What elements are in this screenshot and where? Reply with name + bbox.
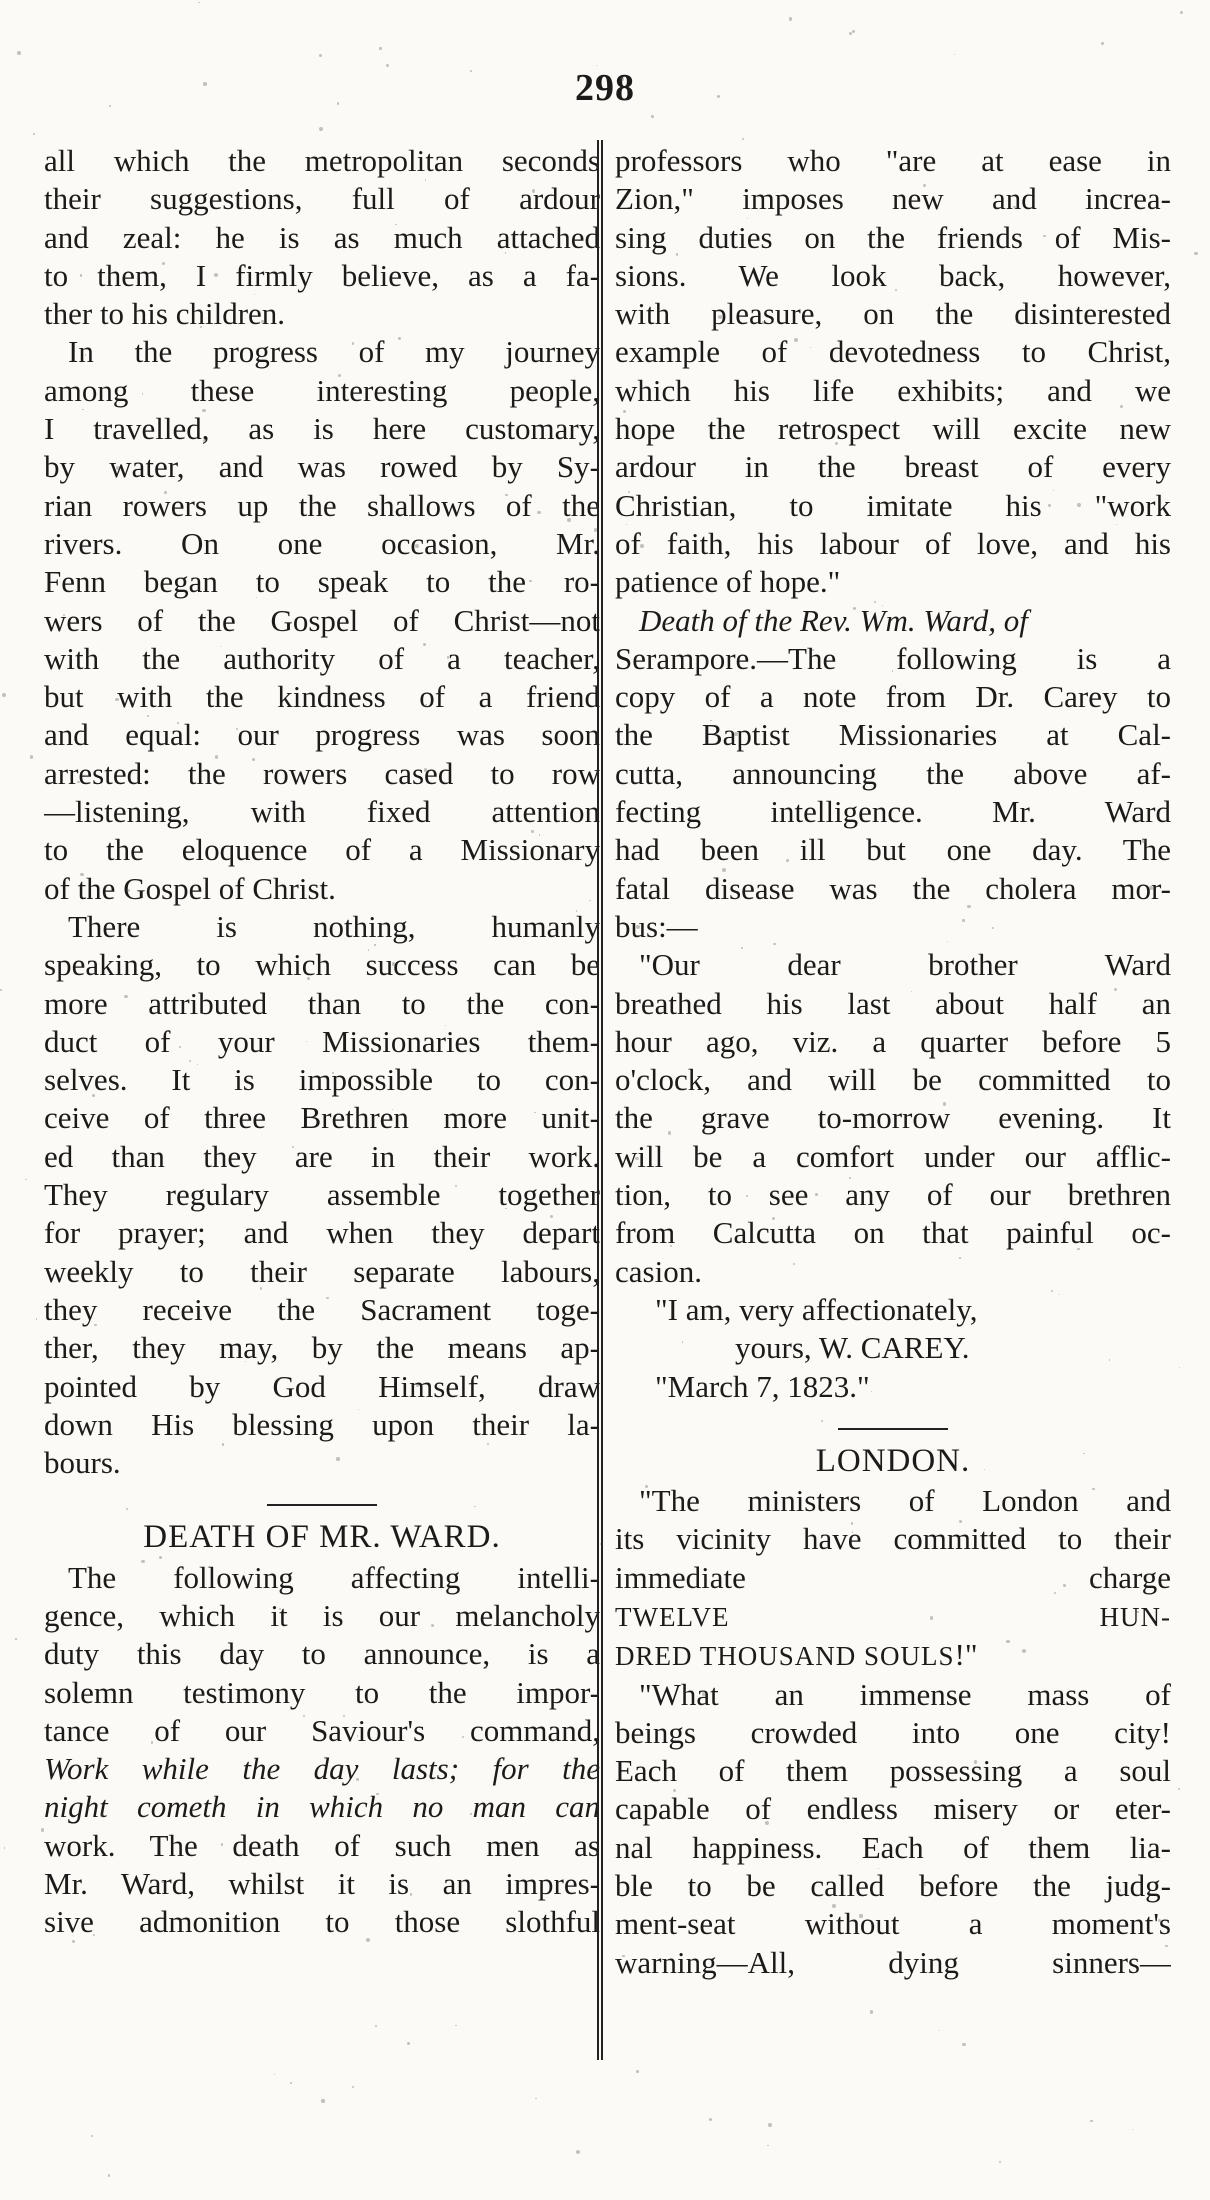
paper-speck bbox=[431, 1624, 434, 1627]
paper-speck bbox=[30, 755, 33, 758]
section-heading-death-of-mr-ward: DEATH OF MR. WARD. bbox=[143, 1519, 501, 1556]
paper-speck bbox=[336, 1457, 339, 1460]
paper-speck bbox=[954, 54, 955, 55]
paper-speck bbox=[94, 1324, 97, 1327]
text-line: all which the metropolitan seconds bbox=[44, 143, 600, 178]
paper-speck bbox=[531, 830, 533, 832]
paragraph bbox=[44, 142, 600, 333]
paper-speck bbox=[620, 77, 624, 81]
text-line: They regulary assemble together bbox=[44, 1177, 600, 1213]
text-line: beings crowded into one city! bbox=[615, 1714, 1171, 1750]
paper-speck bbox=[645, 1485, 647, 1487]
text-line: nal happiness. Each of them lia- bbox=[615, 1829, 1171, 1865]
text-line: ment-seat without a moment's bbox=[615, 1906, 1171, 1942]
paper-speck bbox=[151, 1741, 153, 1743]
text-line: to them, I firmly believe, as a fa- bbox=[44, 257, 600, 293]
text-line: ther to his children. bbox=[44, 296, 286, 332]
paper-speck bbox=[147, 715, 149, 717]
column-divider bbox=[597, 140, 603, 2060]
paper-speck bbox=[505, 494, 507, 496]
paper-speck bbox=[319, 127, 323, 131]
paper-speck bbox=[852, 30, 855, 33]
paper-speck bbox=[424, 768, 427, 771]
text-line: ardour in the breast of every bbox=[615, 449, 1171, 485]
paper-speck bbox=[939, 2030, 940, 2031]
paper-speck bbox=[1178, 1788, 1180, 1790]
paper-speck bbox=[535, 2098, 536, 2099]
text-line: to the eloquence of a Missionary bbox=[44, 832, 600, 868]
paper-speck bbox=[1180, 11, 1183, 14]
paper-speck bbox=[709, 2118, 712, 2121]
text-line: work. The death of such men as bbox=[44, 1827, 600, 1863]
paper-speck bbox=[924, 1884, 926, 1886]
paper-speck bbox=[352, 2086, 354, 2088]
paper-speck bbox=[319, 54, 323, 58]
paper-speck bbox=[741, 947, 743, 949]
london-paragraph-1 bbox=[615, 1482, 1171, 1597]
paper-speck bbox=[252, 758, 255, 761]
paper-speck bbox=[261, 320, 265, 324]
paper-speck bbox=[415, 544, 419, 548]
text-line: rivers. On one occasion, Mr. bbox=[44, 525, 600, 561]
london-paragraph-2 bbox=[615, 1676, 1171, 1982]
text-line: —listening, with fixed attention bbox=[44, 794, 600, 830]
paper-speck bbox=[445, 1025, 446, 1026]
paper-speck bbox=[768, 2123, 772, 2127]
paper-speck bbox=[851, 1522, 854, 1525]
paper-speck bbox=[108, 2174, 110, 2176]
paragraph bbox=[44, 333, 600, 907]
text-line: immediate charge bbox=[615, 1559, 1171, 1595]
text-line: o'clock, and will be committed to bbox=[615, 1062, 1171, 1098]
paper-speck bbox=[1101, 42, 1104, 45]
text-line: from Calcutta on that painful oc- bbox=[615, 1215, 1171, 1251]
text-line: the grave to-morrow evening. It bbox=[615, 1100, 1171, 1136]
text-line: fecting intelligence. Mr. Ward bbox=[615, 794, 1171, 830]
page-number: 298 bbox=[575, 67, 635, 109]
text-line: Christian, to imitate his "work bbox=[615, 487, 1171, 523]
text-line: will be a comfort under our afflic- bbox=[615, 1138, 1171, 1174]
text-line: Work while the day lasts; for the bbox=[44, 1751, 600, 1787]
text-line: by water, and was rowed by Sy- bbox=[44, 449, 600, 485]
text-line: Fenn began to speak to the ro- bbox=[44, 564, 600, 600]
letter-signature: yours, W. CAREY. bbox=[735, 1330, 970, 1366]
paper-speck bbox=[1179, 1367, 1180, 1368]
paper-speck bbox=[600, 1543, 602, 1545]
paper-speck bbox=[1077, 1248, 1079, 1250]
paper-speck bbox=[425, 179, 426, 180]
text-line: pointed by God Himself, draw bbox=[44, 1368, 600, 1404]
text-line: professors who "are at ease in bbox=[615, 143, 1171, 178]
paper-speck bbox=[767, 2145, 768, 2146]
paper-speck bbox=[882, 605, 883, 606]
letter-signoff-line: "I am, very affectionately, bbox=[655, 1291, 978, 1327]
paper-speck bbox=[274, 2074, 275, 2075]
text-line: duct of your Missionaries them- bbox=[44, 1023, 600, 1059]
text-line: among these interesting people, bbox=[44, 372, 600, 408]
text-line: down His blessing upon their la- bbox=[44, 1406, 600, 1442]
london-line-thousand-souls bbox=[615, 1636, 1171, 1675]
paper-speck bbox=[390, 785, 391, 786]
text-line: and zeal: he is as much attached bbox=[44, 219, 600, 255]
paper-speck bbox=[222, 1443, 224, 1445]
paper-speck bbox=[386, 64, 389, 67]
text-line: gence, which it is our melancholy bbox=[44, 1597, 600, 1633]
text-line: casion. bbox=[615, 1253, 702, 1289]
paper-speck bbox=[505, 252, 506, 253]
text-line: its vicinity have committed to their bbox=[615, 1521, 1171, 1557]
paper-speck bbox=[682, 1341, 684, 1343]
text-line: of the Gospel of Christ. bbox=[44, 870, 336, 906]
paper-speck bbox=[343, 1715, 345, 1717]
text-line: more attributed than to the con- bbox=[44, 985, 600, 1021]
paper-speck bbox=[470, 1813, 471, 1814]
paper-speck bbox=[832, 1904, 836, 1908]
paper-speck bbox=[874, 601, 876, 603]
text-line: fatal disease was the cholera mor- bbox=[615, 870, 1171, 906]
paper-speck bbox=[2, 693, 6, 697]
paper-speck bbox=[0, 989, 2, 991]
paper-speck bbox=[260, 1287, 263, 1290]
paper-speck bbox=[379, 47, 382, 50]
london-heading: LONDON. bbox=[815, 1442, 971, 1479]
paper-speck bbox=[463, 191, 466, 194]
text-line: bus:— bbox=[615, 908, 698, 944]
paper-speck bbox=[1090, 2120, 1093, 2123]
right-column bbox=[615, 142, 1171, 1982]
text-line: speaking, to which success can be bbox=[44, 947, 600, 983]
paper-speck bbox=[109, 105, 111, 107]
paper-speck bbox=[821, 1420, 823, 1422]
paper-speck bbox=[72, 1940, 75, 1943]
text-line: Each of them possessing a soul bbox=[615, 1753, 1171, 1789]
paper-speck bbox=[455, 2025, 456, 2026]
paper-speck bbox=[959, 1257, 961, 1259]
paper-speck bbox=[722, 868, 726, 872]
text-line: but with the kindness of a friend bbox=[44, 679, 600, 715]
text-line: warning—All, dying sinners— bbox=[615, 1944, 1171, 1980]
text-line: bours. bbox=[44, 1445, 121, 1481]
paper-speck bbox=[567, 518, 571, 522]
paper-speck bbox=[332, 1072, 334, 1074]
text-line: of faith, his labour of love, and his bbox=[615, 525, 1171, 561]
paper-speck bbox=[859, 1914, 862, 1917]
text-line: ther, they may, by the means ap- bbox=[44, 1330, 600, 1366]
paper-speck bbox=[17, 51, 21, 55]
text-line: patience of hope." bbox=[615, 564, 841, 600]
text-line: with the authority of a teacher, bbox=[44, 640, 600, 676]
paper-speck bbox=[533, 388, 537, 392]
text-line: Mr. Ward, whilst it is an impres- bbox=[44, 1866, 600, 1902]
death-notice-title: Death of the Rev. Wm. Ward, of bbox=[639, 602, 1028, 638]
paper-speck bbox=[742, 138, 744, 140]
paper-speck bbox=[870, 2010, 873, 2013]
paper-speck bbox=[398, 337, 401, 340]
paper-speck bbox=[550, 1215, 553, 1218]
paper-speck bbox=[115, 698, 118, 701]
paper-speck bbox=[1194, 252, 1197, 255]
text-line: "The ministers of London and bbox=[639, 1483, 1171, 1519]
text-line: hour ago, viz. a quarter before 5 bbox=[615, 1023, 1171, 1059]
text-line: weekly to their separate labours, bbox=[44, 1253, 600, 1289]
text-line: tion, to see any of our brethren bbox=[615, 1177, 1171, 1213]
paper-speck bbox=[815, 1193, 818, 1196]
paper-speck bbox=[416, 1384, 419, 1387]
paper-speck bbox=[434, 550, 435, 551]
paper-speck bbox=[203, 82, 206, 85]
thousand-souls-text: DRED THOUSAND SOULS bbox=[615, 1641, 955, 1672]
paper-speck bbox=[374, 944, 375, 945]
text-line: had been ill but one day. The bbox=[615, 832, 1171, 868]
paper-speck bbox=[923, 184, 926, 187]
paper-speck bbox=[1022, 1649, 1026, 1653]
paper-speck bbox=[214, 273, 218, 277]
paper-speck bbox=[962, 2043, 966, 2047]
paper-speck bbox=[647, 612, 648, 613]
paper-speck bbox=[717, 95, 720, 98]
right-paragraph-continuation bbox=[615, 142, 1171, 602]
paper-speck bbox=[1006, 1640, 1009, 1643]
left-paragraphs bbox=[44, 142, 600, 1482]
paper-speck bbox=[4, 1847, 6, 1849]
paper-speck bbox=[702, 1692, 705, 1695]
paper-speck bbox=[1158, 1919, 1161, 1922]
paper-speck bbox=[395, 224, 396, 225]
text-line: for prayer; and when they depart bbox=[44, 1215, 600, 1251]
paper-speck bbox=[36, 1318, 38, 1320]
text-line: wers of the Gospel of Christ—not bbox=[44, 602, 600, 638]
paper-speck bbox=[1132, 2129, 1133, 2130]
text-line: ble to be called before the judg- bbox=[615, 1868, 1171, 1904]
paper-speck bbox=[532, 189, 536, 193]
text-line: hope the retrospect will excite new bbox=[615, 411, 1171, 447]
paper-speck bbox=[529, 580, 531, 582]
paper-speck bbox=[636, 2070, 639, 2073]
paper-speck bbox=[25, 1179, 26, 1180]
text-line: Serampore.—The following is a bbox=[615, 640, 1171, 676]
text-line: There is nothing, humanly bbox=[68, 908, 600, 944]
paper-speck bbox=[100, 1813, 104, 1817]
paper-speck bbox=[786, 859, 789, 862]
paragraph bbox=[44, 908, 600, 1482]
text-line: solemn testimony to the impor- bbox=[44, 1674, 600, 1710]
paper-speck bbox=[999, 2161, 1001, 2163]
paper-speck bbox=[306, 1041, 307, 1042]
paper-speck bbox=[375, 2025, 377, 2027]
paper-speck bbox=[307, 977, 310, 980]
paper-speck bbox=[200, 326, 202, 328]
text-line: tance of our Saviour's command, bbox=[44, 1712, 600, 1748]
text-line: rian rowers up the shallows of the bbox=[44, 487, 600, 523]
text-line: I travelled, as is here customary, bbox=[44, 411, 600, 447]
london-line-twelve-hundred bbox=[615, 1597, 1171, 1636]
paper-speck bbox=[116, 466, 120, 470]
text-line: sions. We look back, however, bbox=[615, 257, 1171, 293]
text-line: sive admonition to those slothful bbox=[44, 1904, 600, 1940]
text-line: "What an immense mass of bbox=[639, 1676, 1171, 1712]
paper-speck bbox=[762, 321, 765, 324]
text-line: they receive the Sacrament toge- bbox=[44, 1291, 600, 1327]
section-body bbox=[44, 1559, 600, 1942]
section-rule bbox=[267, 1504, 377, 1506]
paper-speck bbox=[277, 1378, 279, 1380]
text-line: their suggestions, full of ardour bbox=[44, 181, 600, 217]
carey-letter-body bbox=[615, 946, 1171, 1291]
text-line: arrested: the rowers cased to row bbox=[44, 755, 600, 791]
paper-speck bbox=[640, 544, 644, 548]
paper-speck bbox=[484, 1666, 487, 1669]
paper-speck bbox=[498, 1759, 501, 1762]
paper-speck bbox=[142, 393, 143, 394]
text-line: example of devotedness to Christ, bbox=[615, 334, 1171, 370]
paper-speck bbox=[77, 781, 79, 783]
text-line: duty this day to announce, is a bbox=[44, 1636, 600, 1672]
paper-speck bbox=[15, 1638, 16, 1639]
text-line: with pleasure, on the disinterested bbox=[615, 296, 1171, 332]
paper-speck bbox=[651, 115, 654, 118]
text-line: the Baptist Missionaries at Cal- bbox=[615, 717, 1171, 753]
paper-speck bbox=[407, 2042, 410, 2045]
paper-speck bbox=[789, 17, 793, 21]
text-line: breathed his last about half an bbox=[615, 985, 1171, 1021]
paper-speck bbox=[159, 1556, 162, 1559]
paper-speck bbox=[849, 1177, 851, 1179]
paper-speck bbox=[1063, 1584, 1065, 1586]
paper-speck bbox=[1016, 320, 1019, 323]
paper-speck bbox=[290, 2082, 292, 2084]
thousand-souls-suffix: !" bbox=[954, 1637, 978, 1673]
text-line: "Our dear brother Ward bbox=[639, 947, 1171, 983]
text-line: selves. It is impossible to con- bbox=[44, 1062, 600, 1098]
text-line: ed than they are in their work. bbox=[44, 1138, 600, 1174]
twelve-hundred-text: TWELVE HUN- bbox=[615, 1601, 1171, 1632]
left-column bbox=[44, 142, 600, 1942]
text-line: night cometh in which no man can bbox=[44, 1789, 600, 1825]
paper-speck bbox=[470, 70, 472, 72]
paper-speck bbox=[1136, 1611, 1138, 1613]
text-line: Zion," imposes new and increa- bbox=[615, 181, 1171, 217]
paper-speck bbox=[80, 873, 83, 876]
text-line: sing duties on the friends of Mis- bbox=[615, 219, 1171, 255]
death-notice-body bbox=[615, 640, 1171, 946]
paper-speck bbox=[356, 1778, 359, 1781]
paper-speck bbox=[1149, 886, 1153, 890]
paper-speck bbox=[434, 1286, 435, 1287]
paper-speck bbox=[198, 2, 199, 3]
paper-speck bbox=[368, 949, 369, 950]
paper-speck bbox=[962, 919, 965, 922]
paper-speck bbox=[366, 1938, 370, 1942]
paper-speck bbox=[943, 1102, 946, 1105]
text-line: In the progress of my journey bbox=[68, 334, 600, 370]
paper-speck bbox=[297, 817, 299, 819]
paper-speck bbox=[1165, 1945, 1167, 1947]
paper-speck bbox=[576, 2150, 580, 2154]
paper-speck bbox=[1142, 839, 1146, 843]
paper-speck bbox=[202, 409, 206, 413]
letter-date: "March 7, 1823." bbox=[655, 1368, 870, 1404]
text-line: copy of a note from Dr. Carey to bbox=[615, 679, 1171, 715]
paper-speck bbox=[1102, 1196, 1105, 1199]
paper-speck bbox=[1077, 503, 1081, 507]
paper-speck bbox=[33, 133, 35, 135]
text-line: The following affecting intelli- bbox=[68, 1559, 600, 1595]
text-line: which his life exhibits; and we bbox=[615, 372, 1171, 408]
text-line: and equal: our progress was soon bbox=[44, 717, 600, 753]
paper-speck bbox=[812, 649, 814, 651]
text-line: ceive of three Brethren more unit- bbox=[44, 1100, 600, 1136]
paper-speck bbox=[849, 32, 852, 35]
paper-speck bbox=[718, 315, 722, 319]
paper-speck bbox=[363, 848, 365, 850]
paper-speck bbox=[91, 2135, 93, 2137]
text-line: cutta, announcing the above af- bbox=[615, 755, 1171, 791]
paper-speck bbox=[177, 722, 178, 723]
paper-speck bbox=[321, 2099, 324, 2102]
paper-speck bbox=[789, 426, 792, 429]
london-rule bbox=[838, 1428, 948, 1430]
paper-speck bbox=[474, 1506, 476, 1508]
text-line: capable of endless misery or eter- bbox=[615, 1791, 1171, 1827]
